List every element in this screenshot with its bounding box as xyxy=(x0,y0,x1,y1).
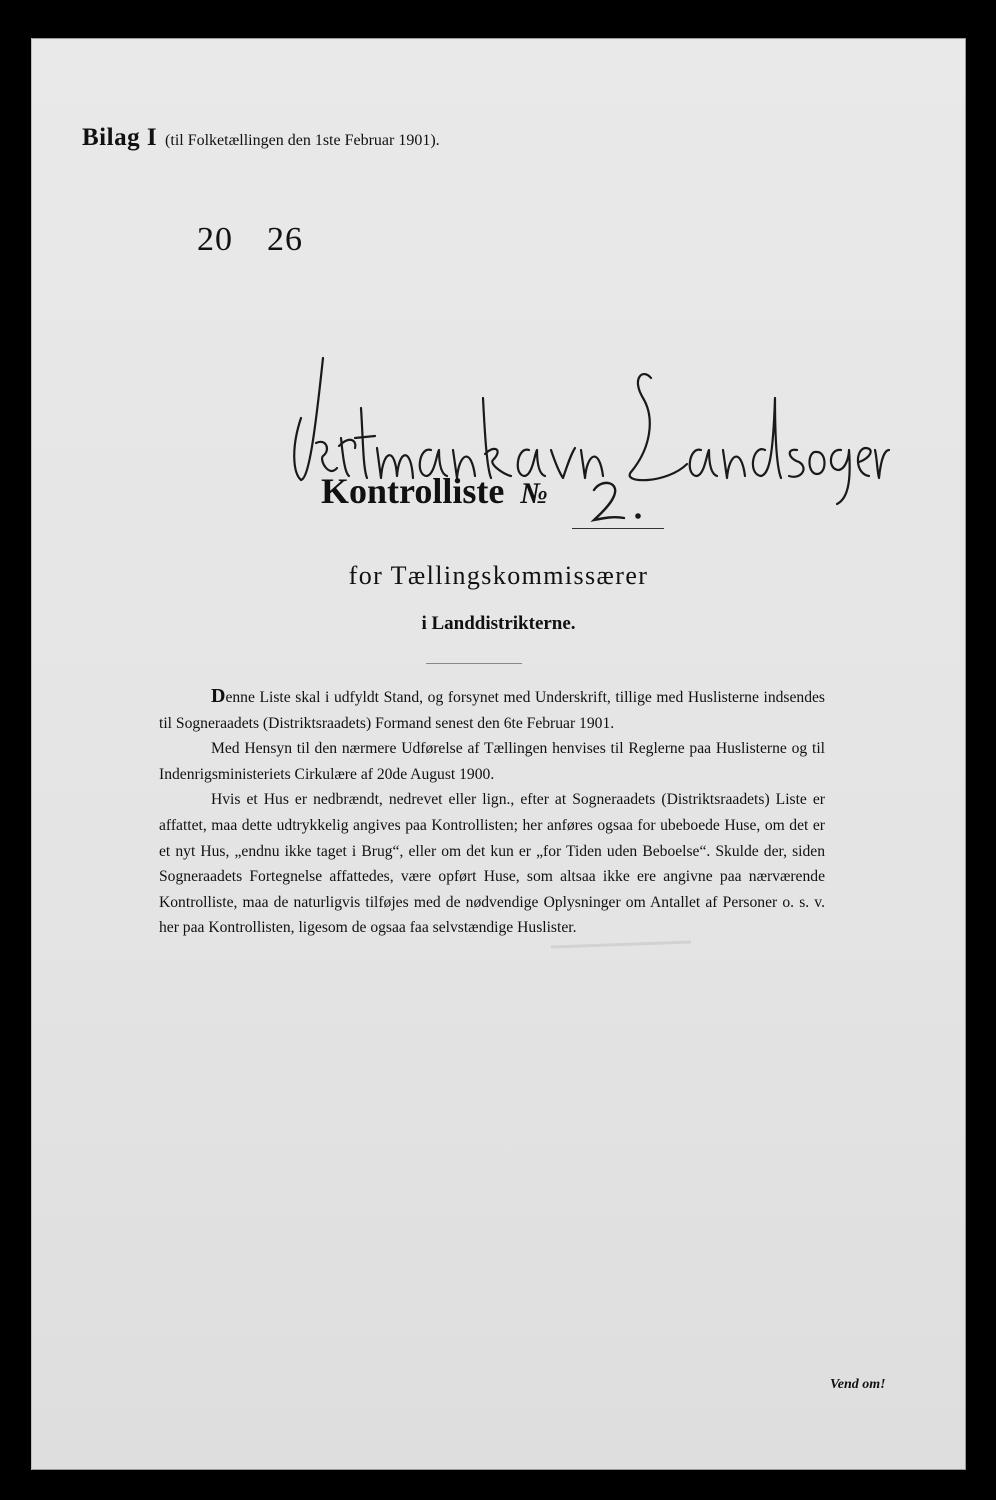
stamp-number-right: 26 xyxy=(267,221,303,258)
instructions-body xyxy=(159,684,825,941)
paragraph-1-text: enne Liste skal i udfyldt Stand, og forsynet med Underskrift, tillige med Huslisterne indsendes til Sogneraadets (Distriktsraadets) Formand senest den 6te Februar 1901. xyxy=(159,689,825,732)
number-sign: № xyxy=(520,477,548,510)
page-edge xyxy=(31,38,32,1470)
paragraph-1 xyxy=(159,684,825,736)
document-title xyxy=(321,470,548,512)
bilag-header xyxy=(82,124,440,152)
turn-over-note: Vend om! xyxy=(830,1377,886,1392)
bilag-label: Bilag I xyxy=(82,124,158,151)
handwritten-list-number xyxy=(588,476,658,526)
section-divider xyxy=(426,663,522,664)
subtitle: for Tællingskommissærer xyxy=(348,561,649,590)
paragraph-2: Med Hensyn til den nærmere Udførelse af Tællingen henvises til Reglerne paa Huslisterne og til Indenrigsministeriets Cirkulære af 20de August 1900. xyxy=(159,740,825,783)
title-label: Kontrolliste xyxy=(321,471,505,511)
subtitle-district: i Landdistrikterne. xyxy=(421,613,576,634)
initial-letter: D xyxy=(211,685,226,707)
paper-stain xyxy=(551,941,691,949)
number-underline xyxy=(572,528,664,529)
stamp-number-left: 20 xyxy=(197,221,233,258)
document-page xyxy=(31,38,966,1470)
paragraph-3: Hvis et Hus er nedbrændt, nedrevet eller lign., efter at Sogneraadets (Distriktsraadets) Liste er affattet, maa dette udtrykkelig angives paa Kontrollisten; her anføres ogsaa for ubeboede Huse, om det er et nyt Hus, „endnu ikke taget i Brug“, eller om det kun er „for Tiden uden Beboelse“. Skulde der, siden Sogneraadets Fortegnelse affattedes, være opført Huse, som altsaa ikke ere angivne paa nærværende Kontrolliste, maa de naturligvis tilføjes med de nødvendige Oplysninger om Antallet af Personer o. s. v. her paa Kontrollisten, ligesom de ogsaa faa selvstændige Huslister. xyxy=(159,791,825,937)
bilag-note: (til Folketællingen den 1ste Februar 1901). xyxy=(165,132,440,149)
